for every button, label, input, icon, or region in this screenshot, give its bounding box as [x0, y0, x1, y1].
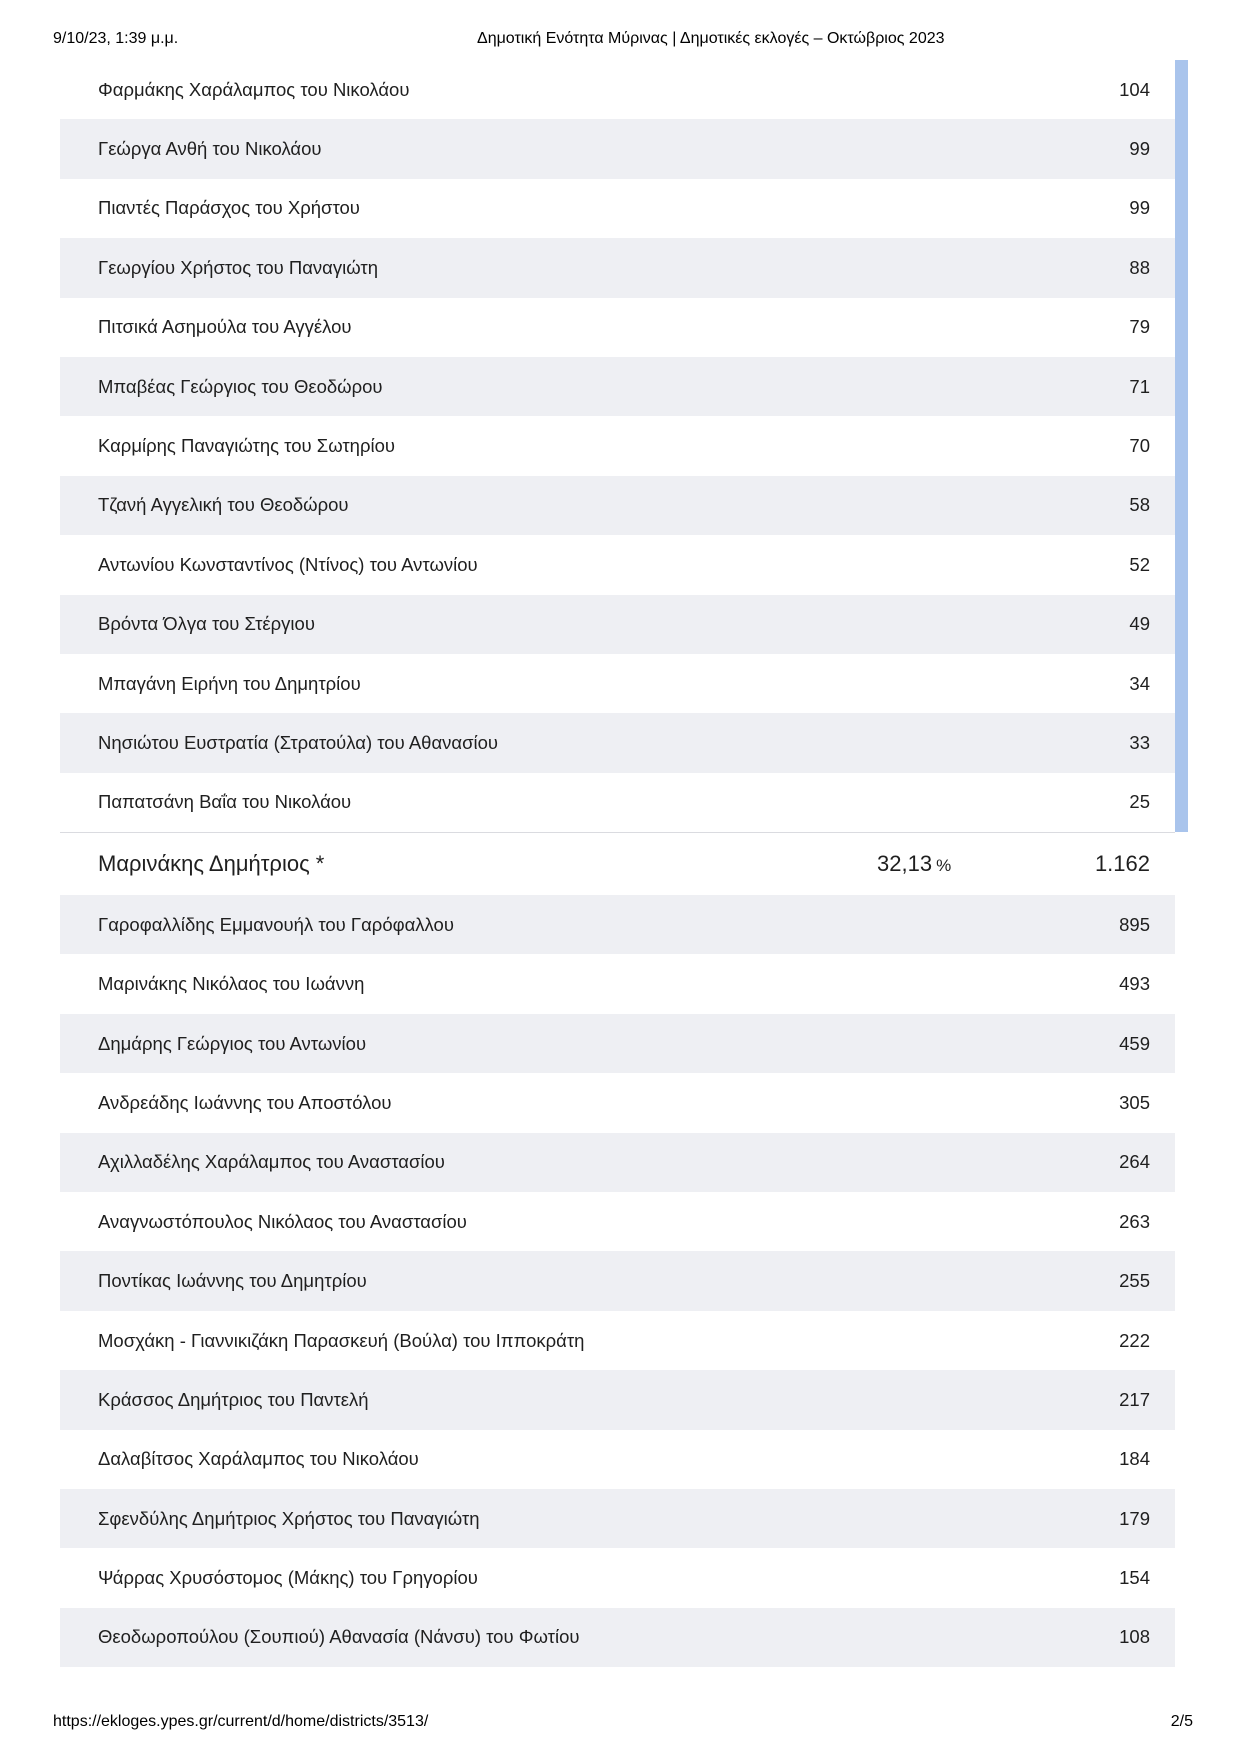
percentage-value: 32,13 [877, 851, 933, 877]
candidate-name: Γαροφαλλίδης Εμμανουήλ του Γαρόφαλλου [98, 913, 454, 935]
results-table [60, 60, 1175, 1667]
candidate-name: Μπαγάνη Ειρήνη του Δημητρίου [98, 672, 361, 694]
candidate-name: Παπατσάνη Βαΐα του Νικολάου [98, 791, 352, 813]
candidate-name: Πιαντές Παράσχος του Χρήστου [98, 197, 360, 219]
candidate-row [60, 476, 1175, 535]
candidate-votes: 493 [1119, 973, 1150, 995]
candidate-votes: 108 [1119, 1626, 1150, 1648]
candidate-row [60, 357, 1175, 416]
candidate-votes: 33 [1129, 731, 1150, 753]
candidate-votes: 217 [1119, 1388, 1150, 1410]
candidate-row [60, 238, 1175, 297]
candidate-votes: 222 [1119, 1329, 1150, 1351]
candidate-votes: 264 [1119, 1151, 1150, 1173]
candidate-name: Αχιλλαδέλης Χαράλαμπος του Αναστασίου [98, 1151, 445, 1173]
candidate-row [60, 773, 1175, 832]
candidate-name: Πιτσικά Ασημούλα του Αγγέλου [98, 316, 352, 338]
candidate-name: Ποντίκας Ιωάννης του Δημητρίου [98, 1270, 367, 1292]
candidate-name: Βρόντα Όλγα του Στέργιου [98, 613, 315, 635]
candidate-name: Γεωργίου Χρήστος του Παναγιώτη [98, 256, 379, 278]
candidate-row [60, 1251, 1175, 1310]
print-footer-url: https://ekloges.ypes.gr/current/d/home/districts/3513/ [53, 1713, 429, 1730]
candidate-name: Ψάρρας Χρυσόστομος (Μάκης) του Γρηγορίου [98, 1567, 478, 1589]
candidate-name: Σφενδύλης Δημήτριος Χρήστος του Παναγιώτη [98, 1507, 480, 1529]
print-header-title: Δημοτική Ενότητα Μύρινας | Δημοτικές εκλογές – Οκτώβριος 2023 [477, 30, 945, 47]
candidate-row [60, 1489, 1175, 1548]
candidate-row [60, 595, 1175, 654]
candidate-votes: 255 [1119, 1270, 1150, 1292]
candidate-votes: 895 [1119, 913, 1150, 935]
candidate-row [60, 895, 1175, 954]
candidate-votes: 99 [1129, 138, 1150, 160]
candidate-name: Δημάρης Γεώργιος του Αντωνίου [98, 1032, 367, 1054]
candidate-row [60, 1311, 1175, 1370]
candidate-votes: 34 [1129, 672, 1150, 694]
ballot-leader-votes: 1.162 [1094, 851, 1150, 877]
candidate-name: Μοσχάκη - Γιαννικιζάκη Παρασκευή (Βούλα) του Ιπποκράτη [98, 1329, 585, 1351]
candidate-name: Φαρμάκης Χαράλαμπος του Νικολάου [98, 78, 410, 100]
candidate-row [60, 654, 1175, 713]
print-header-datetime: 9/10/23, 1:39 μ.μ. [53, 30, 179, 47]
candidate-row [60, 298, 1175, 357]
ballot-leader-row [60, 832, 1175, 895]
candidate-row [60, 119, 1175, 178]
candidate-votes: 52 [1129, 553, 1150, 575]
candidate-name: Μαρινάκης Νικόλαος του Ιωάννη [98, 973, 365, 995]
candidate-votes: 58 [1129, 494, 1150, 516]
ballot-color-bar [1175, 60, 1188, 832]
candidate-votes: 49 [1129, 613, 1150, 635]
candidate-row [60, 954, 1175, 1013]
candidate-name: Μπαβέας Γεώργιος του Θεοδώρου [98, 375, 383, 397]
candidate-votes: 459 [1119, 1032, 1150, 1054]
candidate-name: Αναγνωστόπουλος Νικόλαος του Αναστασίου [98, 1210, 467, 1232]
candidate-name: Καρμίρης Παναγιώτης του Σωτηρίου [98, 435, 396, 457]
candidate-votes: 99 [1129, 197, 1150, 219]
candidate-votes: 79 [1129, 316, 1150, 338]
candidate-row [60, 1430, 1175, 1489]
candidate-list [60, 60, 1175, 832]
candidate-votes: 154 [1119, 1567, 1150, 1589]
candidate-name: Αντωνίου Κωνσταντίνος (Ντίνος) του Αντωνίου [98, 553, 478, 575]
candidate-name: Κράσσος Δημήτριος του Παντελή [98, 1388, 369, 1410]
candidate-row [60, 1548, 1175, 1607]
candidate-row [60, 1133, 1175, 1192]
candidate-votes: 104 [1119, 78, 1150, 100]
candidate-list [60, 895, 1175, 1667]
candidate-votes: 305 [1119, 1091, 1150, 1113]
candidate-row [60, 1192, 1175, 1251]
ballot-leader-percentage [877, 851, 999, 877]
candidate-row [60, 713, 1175, 772]
candidate-name: Γεώργα Ανθή του Νικολάου [98, 138, 322, 160]
candidate-row [60, 1608, 1175, 1667]
candidate-row [60, 1370, 1175, 1429]
ballot-leader-name: Μαρινάκης Δημήτριος * [98, 851, 325, 877]
candidate-row [60, 1073, 1175, 1132]
candidate-votes: 70 [1129, 435, 1150, 457]
candidate-votes: 179 [1119, 1507, 1150, 1529]
candidate-name: Δαλαβίτσος Χαράλαμπος του Νικολάου [98, 1448, 419, 1470]
candidate-votes: 88 [1129, 256, 1150, 278]
candidate-row [60, 1014, 1175, 1073]
candidate-votes: 184 [1119, 1448, 1150, 1470]
candidate-row [60, 416, 1175, 475]
candidate-name: Θεοδωροπούλου (Σουπιού) Αθανασία (Νάνσυ) του Φωτίου [98, 1626, 580, 1648]
candidate-name: Νησιώτου Ευστρατία (Στρατούλα) του Αθανασίου [98, 731, 499, 753]
candidate-row [60, 60, 1175, 119]
percentage-sign: % [936, 856, 952, 876]
candidate-votes: 263 [1119, 1210, 1150, 1232]
candidate-votes: 25 [1129, 791, 1150, 813]
candidate-name: Ανδρεάδης Ιωάννης του Αποστόλου [98, 1091, 392, 1113]
candidate-row [60, 179, 1175, 238]
candidate-votes: 71 [1129, 375, 1150, 397]
candidate-row [60, 535, 1175, 594]
print-footer-page-number: 2/5 [1170, 1713, 1193, 1730]
candidate-name: Τζανή Αγγελική του Θεοδώρου [98, 494, 349, 516]
